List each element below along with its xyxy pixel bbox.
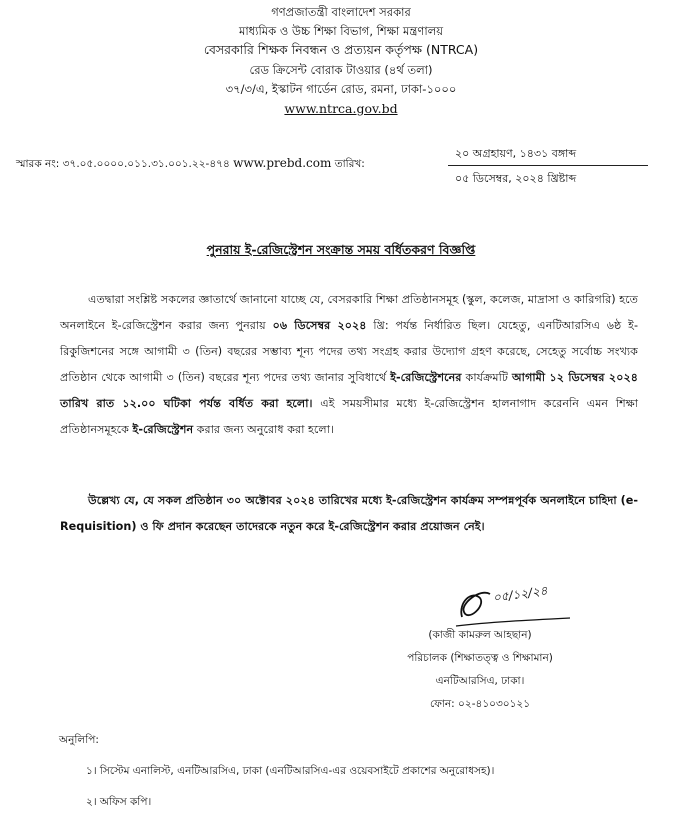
signature-block (380, 624, 580, 716)
p1-part-a: এতদ্বারা সংশ্লিষ্ট সকলের জ্ঞাতার্থে জানানো যাচ্ছে যে, বেসরকারি শিক্ষা প্রতিষ্ঠানসমূহ (স্কুল, কলেজ, মাদ্রাসা ও কারিগরি) হতে অনলাইনে ই-রেজিস্ট্রেশন করার জন্য পুনরায় (60, 293, 638, 332)
memo-number-row (16, 156, 365, 174)
copy-item-2: ২। অফিস কপি। (86, 796, 152, 808)
date-english: ০৫ ডিসেম্বর, ২০২৪ খ্রিষ্টাব্দ (455, 172, 577, 185)
signatory-name: (কাজী কামরুল আহছান) (428, 629, 532, 641)
date-label: তারিখ: (334, 158, 365, 170)
header-ministry: মাধ্যমিক ও উচ্চ শিক্ষা বিভাগ, শিক্ষা মন্ত্রণালয় (238, 24, 444, 38)
memo-number: স্মারক নং: ৩৭.০৫.০০০০.০১১.৩১.০০১.২২-৪৭৪ (16, 158, 230, 170)
header-government: গণপ্রজাতন্ত্রী বাংলাদেশ সরকার (271, 5, 411, 19)
notice-paragraph-1 (60, 287, 638, 443)
watermark-text: www.prebd.com (233, 156, 332, 170)
date-divider (448, 165, 648, 166)
p1-part-e: কার্যক্রমটি (461, 371, 513, 384)
signatory-designation: পরিচালক (শিক্ষাতত্ত্ব ও শিক্ষামান) (407, 652, 553, 664)
copy-item-1: ১। সিস্টেম এনালিস্ট, এনটিআরসিএ, ঢাকা (এনটিআরসিএ-এর ওয়েবসাইটে প্রকাশের অনুরোধসহ)। (86, 765, 495, 777)
date-bangla: ২০ অগ্রহায়ণ, ১৪৩১ বঙ্গাব্দ (455, 147, 577, 160)
p1-part-i: করার জন্য অনুরোধ করা হলো। (193, 423, 334, 436)
header-building: রেড ক্রিসেন্ট বোরাক টাওয়ার (৪র্থ তলা) (249, 63, 433, 77)
p1-deadline-new: আগামী ১২ ডিসেম্বর ২০২৪ তারিখ রাত ১২.০০ ঘটিকা পর্যন্ত বর্ধিত করা হলো। (60, 371, 638, 410)
p1-e-registration-bold: ই-রেজিস্ট্রেশনের (390, 371, 462, 384)
p1-deadline-old: ০৬ ডিসেম্বর ২০২৪ (272, 319, 367, 332)
signatory-phone: ফোন: ০২-৪১০৩০১২১ (429, 698, 531, 710)
notice-title: পুনরায় ই-রেজিস্ট্রেশন সংক্রান্ত সময় বর্ধিতকরণ বিজ্ঞপ্তি (206, 242, 476, 257)
header-authority: বেসরকারি শিক্ষক নিবন্ধন ও প্রত্যয়ন কর্তৃপক্ষ (NTRCA) (203, 42, 479, 57)
p1-part-g: এই সময়সীমার মধ্যে ই-রেজিস্ট্রেশন হালনাগাদ করেননি এমন শিক্ষা প্রতিষ্ঠানসমূহকে (60, 397, 638, 436)
header-address: ৩৭/৩/এ, ইস্কাটন গার্ডেন রোড, রমনা, ঢাকা-১০০০ (225, 82, 457, 96)
notice-paragraph-2: উল্লেখ্য যে, যে সকল প্রতিষ্ঠান ৩০ অক্টোবর ২০২৪ তারিখের মধ্যে ই-রেজিস্ট্রেশন কার্যক্রম সম্পন্নপূর্বক অনলাইনে চাহিদা (e-Requisition) ও ফি প্রদান করেছেন তাদেরকে নতুন করে ই-রেজিস্ট্রেশন করার প্রয়োজন নেই। (60, 494, 638, 533)
p1-part-c: খ্রি: পর্যন্ত নির্ধারিত ছিল। যেহেতু, এনটিআরসিএ ৬ষ্ঠ ই-রিকুজিশনের সঙ্গে আগামী ৩ (তিন) বছরের সম্ভাব্য শূন্য পদের তথ্য সংগ্রহ করার উদ্যোগ গ্রহণ করেছে, সেহেতু সর্বোচ্চ সংখ্যক প্রতিষ্ঠান থেকে আগামী ৩ (তিন) বছরের শূন্য পদের তথ্য জানার সুবিধার্থে (60, 319, 638, 384)
signature-handwritten-date: ০৫/১২/২৪ (492, 583, 549, 605)
website-link[interactable]: www.ntrca.gov.bd (284, 101, 398, 116)
copies-label: অনুলিপি: (59, 734, 99, 746)
signatory-office: এনটিআরসিএ, ঢাকা। (435, 675, 525, 687)
p1-e-registration-bold-2: ই-রেজিস্ট্রেশন (132, 423, 194, 436)
